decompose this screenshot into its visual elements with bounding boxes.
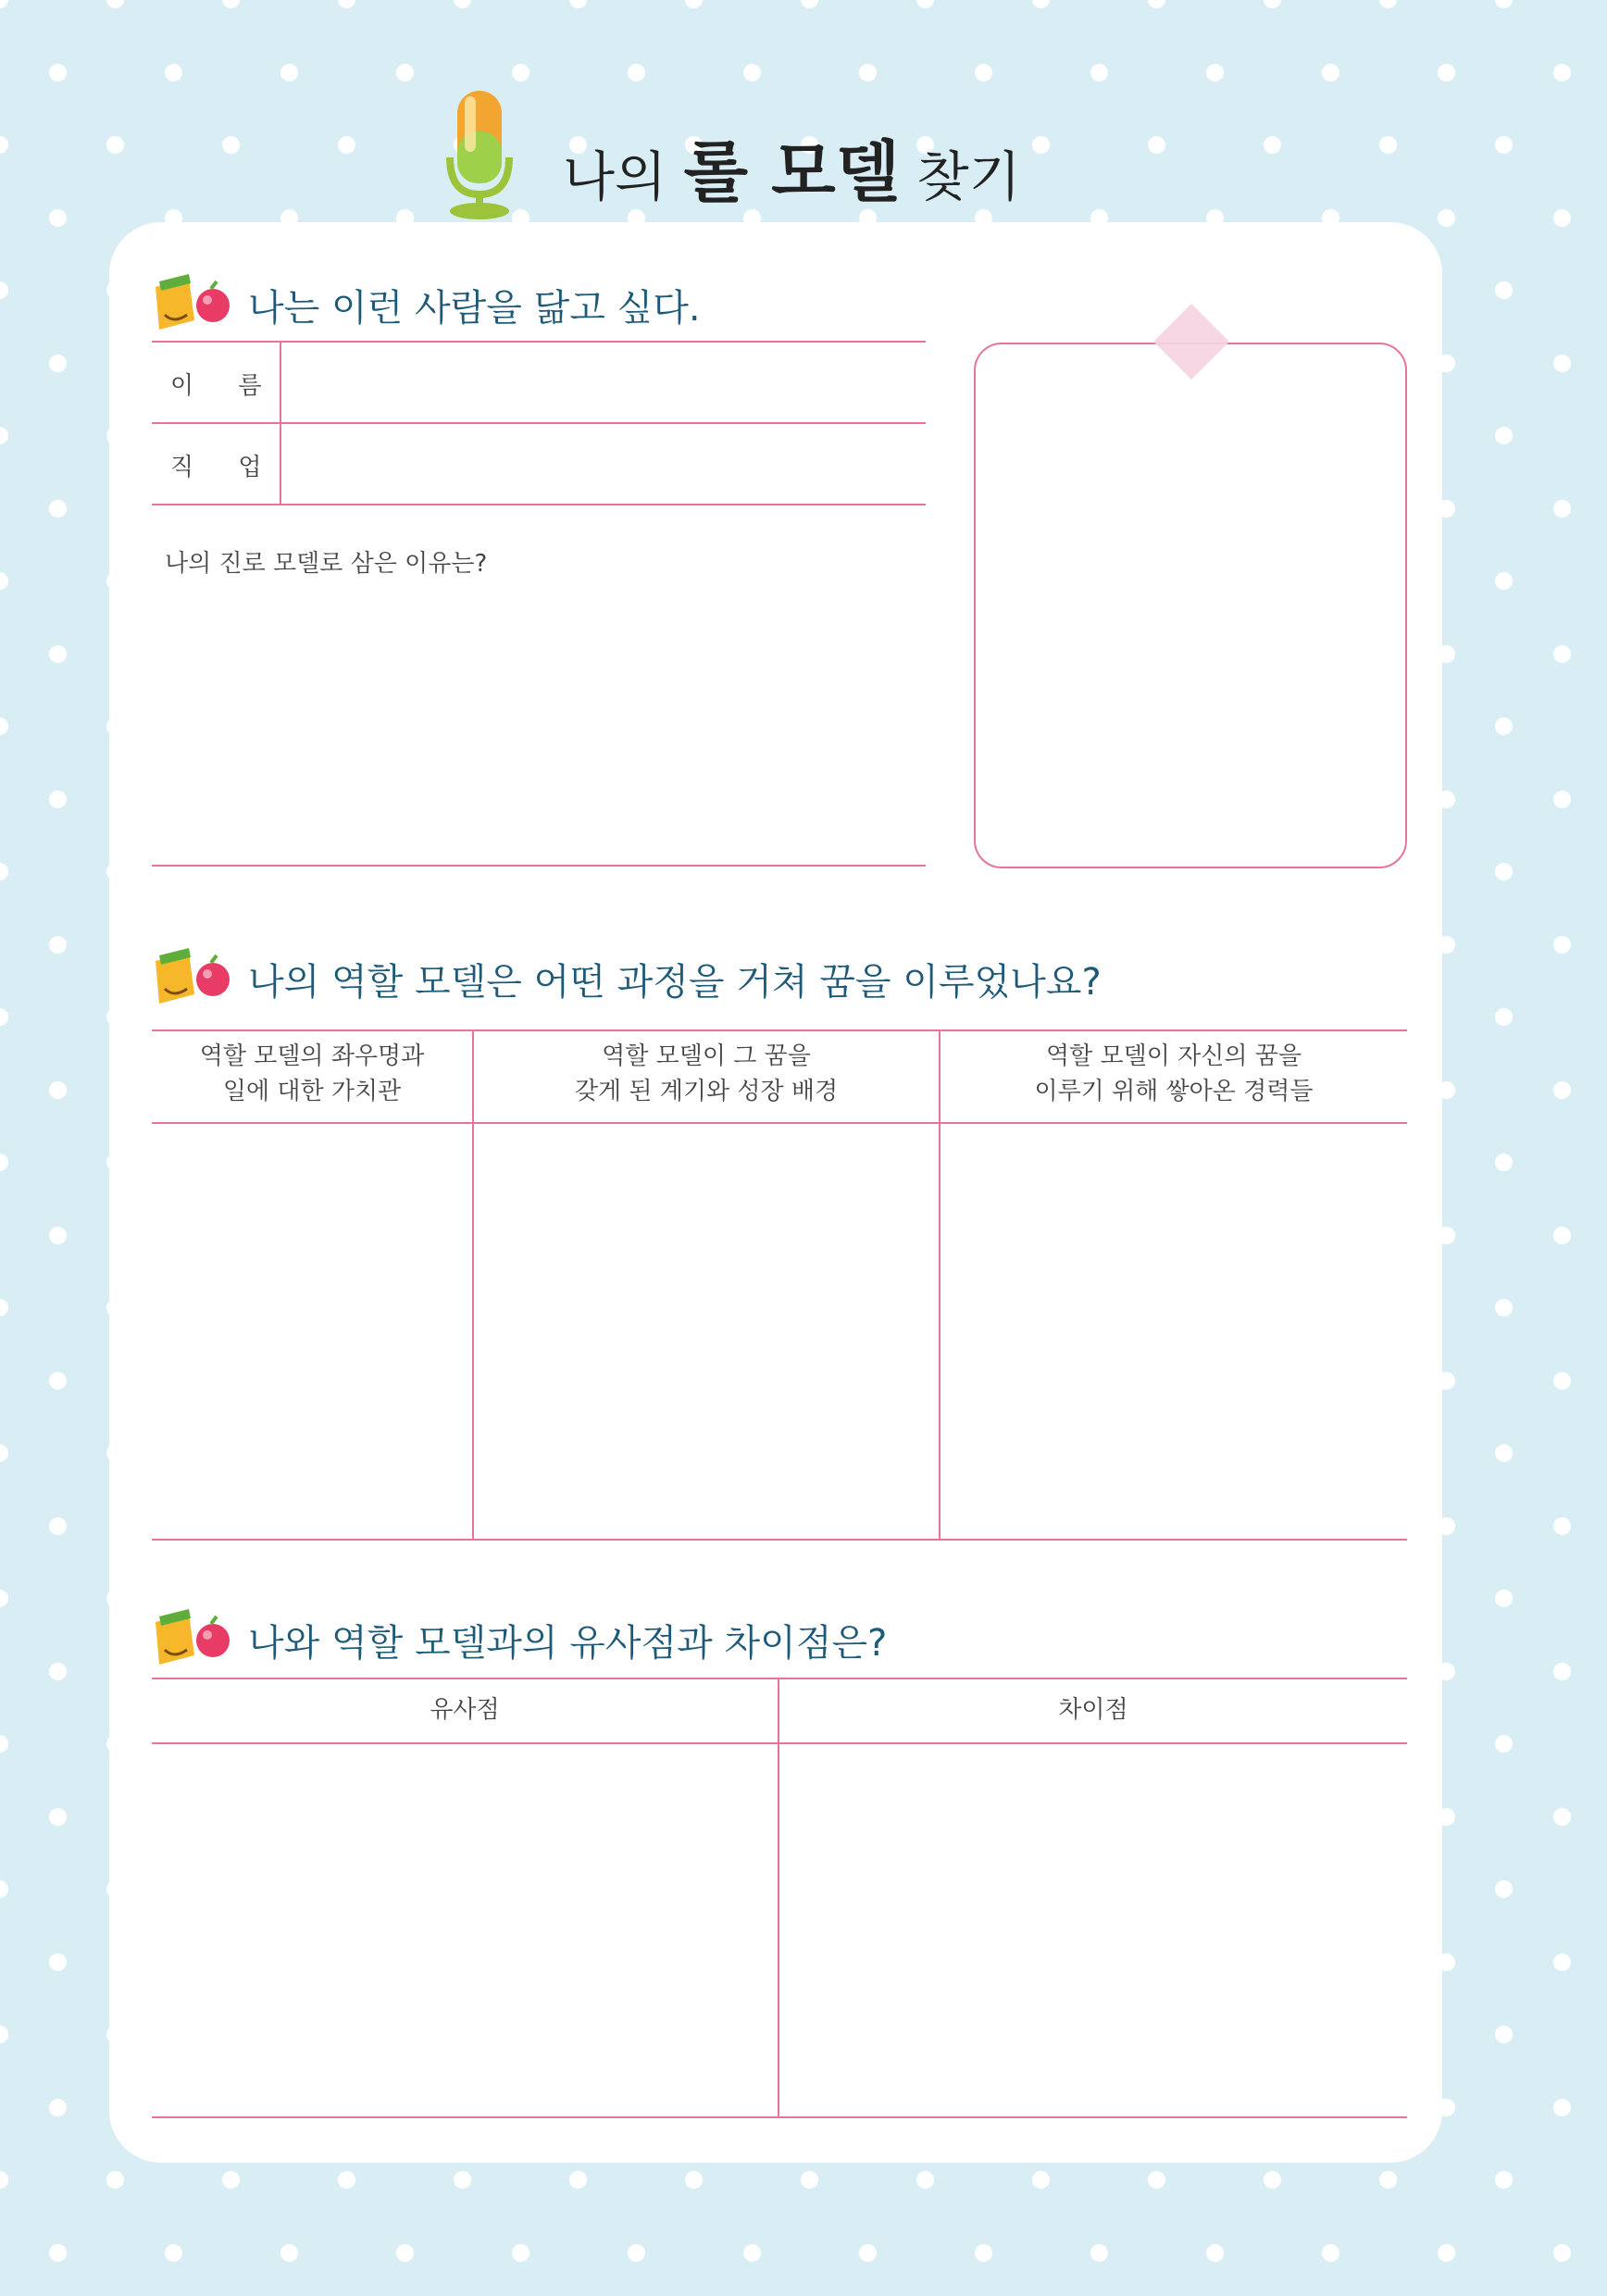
process-col-1-field[interactable] bbox=[152, 1126, 472, 1537]
process-col-2-field[interactable] bbox=[474, 1126, 939, 1537]
process-col-3-line1: 역할 모델이 자신의 꿈을 bbox=[1046, 1042, 1302, 1070]
page-title bbox=[563, 119, 1021, 215]
microphone-icon bbox=[442, 85, 517, 224]
book-apple-icon bbox=[152, 274, 235, 335]
reason-label: 나의 진로 모델로 삼은 이유는? bbox=[165, 550, 488, 578]
reason-field[interactable] bbox=[152, 583, 926, 861]
book-apple-icon bbox=[152, 948, 235, 1009]
difference-field[interactable] bbox=[779, 1746, 1407, 2115]
job-field[interactable] bbox=[283, 426, 926, 502]
difference-header: 차이점 bbox=[1058, 1696, 1128, 1724]
title-part-2: 롤 모델 bbox=[683, 133, 901, 211]
section3-heading-text: 나와 역할 모델과의 유사점과 차이점은? bbox=[248, 1621, 888, 1665]
process-col-2-line1: 역할 모델이 그 꿈을 bbox=[602, 1042, 811, 1070]
process-col-3-field[interactable] bbox=[941, 1126, 1407, 1537]
section2-heading bbox=[152, 948, 1102, 1009]
title-part-1: 나의 bbox=[563, 145, 667, 208]
name-field[interactable] bbox=[283, 344, 926, 420]
photo-frame[interactable] bbox=[974, 343, 1407, 868]
section2-heading-text: 나의 역할 모델은 어떤 과정을 거쳐 꿈을 이루었나요? bbox=[248, 960, 1102, 1004]
similarity-header: 유사점 bbox=[430, 1696, 500, 1724]
job-label: 직 업 bbox=[170, 454, 262, 481]
section1-heading bbox=[152, 274, 701, 335]
page-header bbox=[442, 85, 1183, 224]
process-col-2-line2: 갖게 된 계기와 성장 배경 bbox=[574, 1078, 839, 1105]
process-col-1-header bbox=[152, 1039, 472, 1109]
title-part-3: 찾기 bbox=[916, 145, 1021, 208]
process-col-3-line2: 이루기 위해 쌓아온 경력들 bbox=[1034, 1078, 1314, 1105]
process-col-1-line1: 역할 모델의 좌우명과 bbox=[199, 1042, 425, 1070]
process-col-2-header bbox=[474, 1039, 939, 1109]
process-col-1-line2: 일에 대한 가치관 bbox=[222, 1078, 402, 1105]
worksheet-card bbox=[109, 222, 1442, 2163]
section1-heading-text: 나는 이런 사람을 닮고 싶다. bbox=[248, 286, 701, 330]
book-apple-icon bbox=[152, 1609, 235, 1670]
section3-heading bbox=[152, 1609, 887, 1670]
process-col-3-header bbox=[941, 1039, 1407, 1109]
name-label: 이 름 bbox=[170, 372, 262, 400]
similarity-field[interactable] bbox=[152, 1746, 778, 2115]
